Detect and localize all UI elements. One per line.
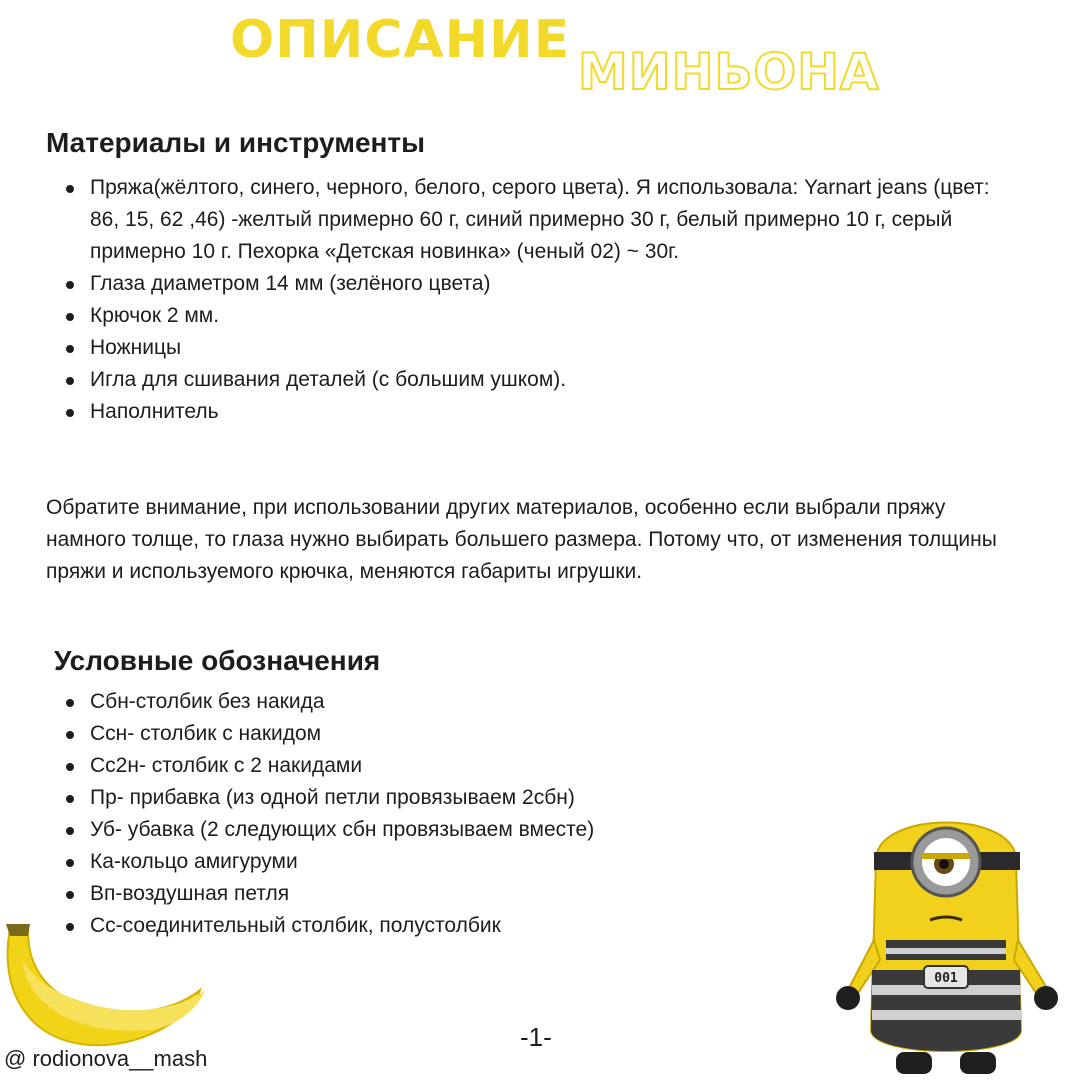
author-handle: @ rodionova__mash <box>4 1046 208 1071</box>
title-line-2: МИНЬОНА <box>578 43 880 101</box>
legend-list <box>64 686 824 942</box>
list-item: Глаза диаметром 14 мм (зелёного цвета) <box>64 268 1014 300</box>
list-item: Наполнитель <box>64 396 1014 428</box>
title-line-1: ОПИСАНИЕ <box>230 10 571 70</box>
materials-heading: Материалы и инструменты <box>46 127 426 158</box>
materials-list <box>64 172 1014 428</box>
list-item: Сбн-столбик без накида <box>64 686 824 718</box>
page-number: -1- <box>520 1022 552 1052</box>
list-item: Сс2н- столбик с 2 накидами <box>64 750 824 782</box>
list-item: Крючок 2 мм. <box>64 300 1014 332</box>
list-item: Ка-кольцо амигуруми <box>64 846 824 878</box>
minion-badge-text: 001 <box>934 971 958 986</box>
legend-heading: Условные обозначения <box>54 645 381 676</box>
list-item: Вп-воздушная петля <box>64 878 824 910</box>
list-item: Ссн- столбик с накидом <box>64 718 824 750</box>
list-item: Уб- убавка (2 следующих сбн провязываем вместе) <box>64 814 824 846</box>
list-item: Сс-соединительный столбик, полустолбик <box>64 910 824 942</box>
list-item: Ножницы <box>64 332 1014 364</box>
list-item: Пряжа(жёлтого, синего, черного, белого, серого цвета). Я использовала: Yarnart jeans (цвет: 86, 15, 62 ,46) -желтый примерно 60 г, синий примерно 30 г, белый примерно 10 г, серый примерно 10 г. Пехорка «Детская новинка» (ченый 02) ~ 30г. <box>64 172 1014 268</box>
minion-illustration <box>826 790 1066 1080</box>
banana-illustration <box>0 920 210 1050</box>
list-item: Пр- прибавка (из одной петли провязываем 2сбн) <box>64 782 824 814</box>
note-paragraph: Обратите внимание, при использовании других материалов, особенно если выбрали пряжу намного толще, то глаза нужно выбирать большего размера. Потому что, от изменения толщины пряжи и используемого крючка, меняются габариты игрушки. <box>46 496 997 583</box>
list-item: Игла для сшивания деталей (с большим ушком). <box>64 364 1014 396</box>
